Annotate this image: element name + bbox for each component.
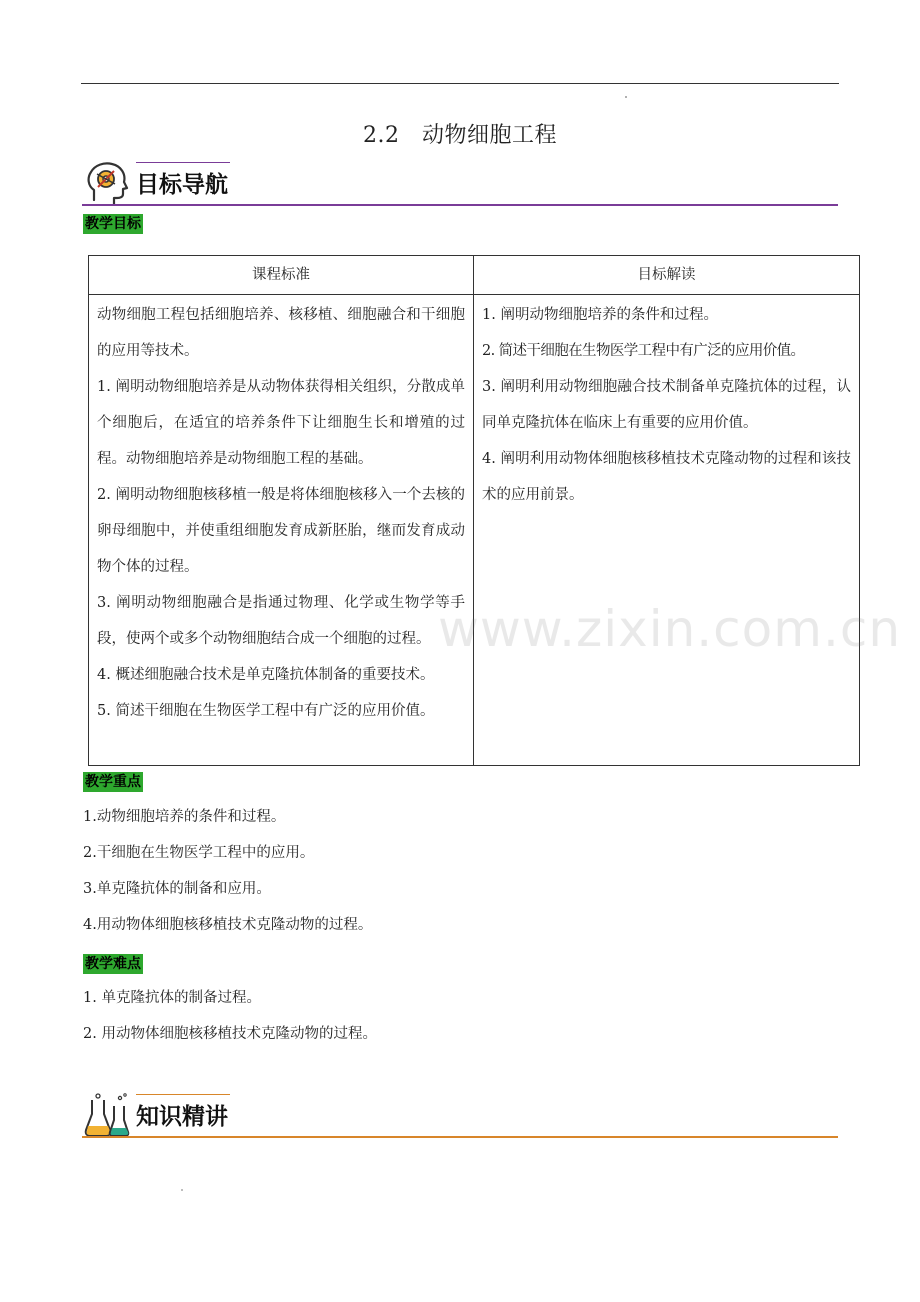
difficulties-list bbox=[83, 980, 377, 1052]
key-points-list bbox=[83, 799, 372, 943]
list-item: 3.单克隆抗体的制备和应用。 bbox=[83, 881, 271, 897]
standard-item: 4. 概述细胞融合技术是单克隆抗体制备的重要技术。 bbox=[97, 667, 435, 683]
header-interpretation: 目标解读 bbox=[474, 256, 860, 295]
standards-cell bbox=[89, 295, 474, 766]
watermark: www.zixin.com.cn bbox=[438, 600, 902, 658]
interpretation-item: 1. 阐明动物细胞培养的条件和过程。 bbox=[482, 307, 718, 323]
list-item: 1. 单克隆抗体的制备过程。 bbox=[83, 990, 261, 1006]
page-speck bbox=[625, 96, 627, 98]
interpretation-item: 3. 阐明利用动物细胞融合技术制备单克隆抗体的过程，认同单克隆抗体在临床上有重要的应用价值。 bbox=[482, 379, 851, 431]
section-heading-knowledge bbox=[82, 1092, 838, 1142]
list-item: 1.动物细胞培养的条件和过程。 bbox=[83, 809, 286, 825]
heading-rule bbox=[82, 204, 838, 206]
head-gear-icon bbox=[84, 160, 130, 206]
standard-item: 1. 阐明动物细胞培养是从动物体获得相关组织，分散成单个细胞后，在适宜的培养条件下让细胞生长和增殖的过程。动物细胞培养是动物细胞工程的基础。 bbox=[97, 379, 465, 467]
interpretation-item: 4. 阐明利用动物体细胞核移植技术克隆动物的过程和该技术的应用前景。 bbox=[482, 451, 851, 503]
list-item: 4.用动物体细胞核移植技术克隆动物的过程。 bbox=[83, 917, 373, 933]
tag-objectives: 教学目标 bbox=[85, 216, 141, 232]
interpretations-cell bbox=[474, 295, 860, 766]
section-heading-goals bbox=[82, 160, 838, 210]
page-speck bbox=[181, 1189, 183, 1191]
heading-accent bbox=[136, 162, 230, 163]
list-item: 2.干细胞在生物医学工程中的应用。 bbox=[83, 845, 315, 861]
standard-item: 5. 简述干细胞在生物医学工程中有广泛的应用价值。 bbox=[97, 703, 435, 719]
section-title-goals: 目标导航 bbox=[136, 172, 228, 198]
table-header-row bbox=[89, 256, 860, 295]
page-title: 2.2 动物细胞工程 bbox=[363, 123, 557, 148]
flask-icon bbox=[84, 1092, 130, 1138]
objectives-table bbox=[88, 255, 860, 766]
section-title-knowledge: 知识精讲 bbox=[136, 1104, 228, 1130]
interpretation-item: 2. 简述干细胞在生物医学工程中有广泛的应用价值。 bbox=[482, 343, 805, 359]
table-row bbox=[89, 295, 860, 766]
tag-difficulties: 教学难点 bbox=[85, 956, 141, 972]
heading-rule bbox=[82, 1136, 838, 1138]
heading-accent bbox=[136, 1094, 230, 1095]
list-item: 2. 用动物体细胞核移植技术克隆动物的过程。 bbox=[83, 1026, 377, 1042]
standard-item: 2. 阐明动物细胞核移植一般是将体细胞核移入一个去核的卵母细胞中，并使重组细胞发育成新胚胎，继而发育成动物个体的过程。 bbox=[97, 487, 465, 575]
header-rule bbox=[81, 83, 839, 84]
header-standard: 课程标准 bbox=[89, 256, 474, 295]
standard-item: 3. 阐明动物细胞融合是指通过物理、化学或生物学等手段，使两个或多个动物细胞结合成一个细胞的过程。 bbox=[97, 595, 465, 647]
tag-key-points: 教学重点 bbox=[85, 774, 141, 790]
standard-item: 动物细胞工程包括细胞培养、核移植、细胞融合和干细胞的应用等技术。 bbox=[97, 307, 465, 359]
